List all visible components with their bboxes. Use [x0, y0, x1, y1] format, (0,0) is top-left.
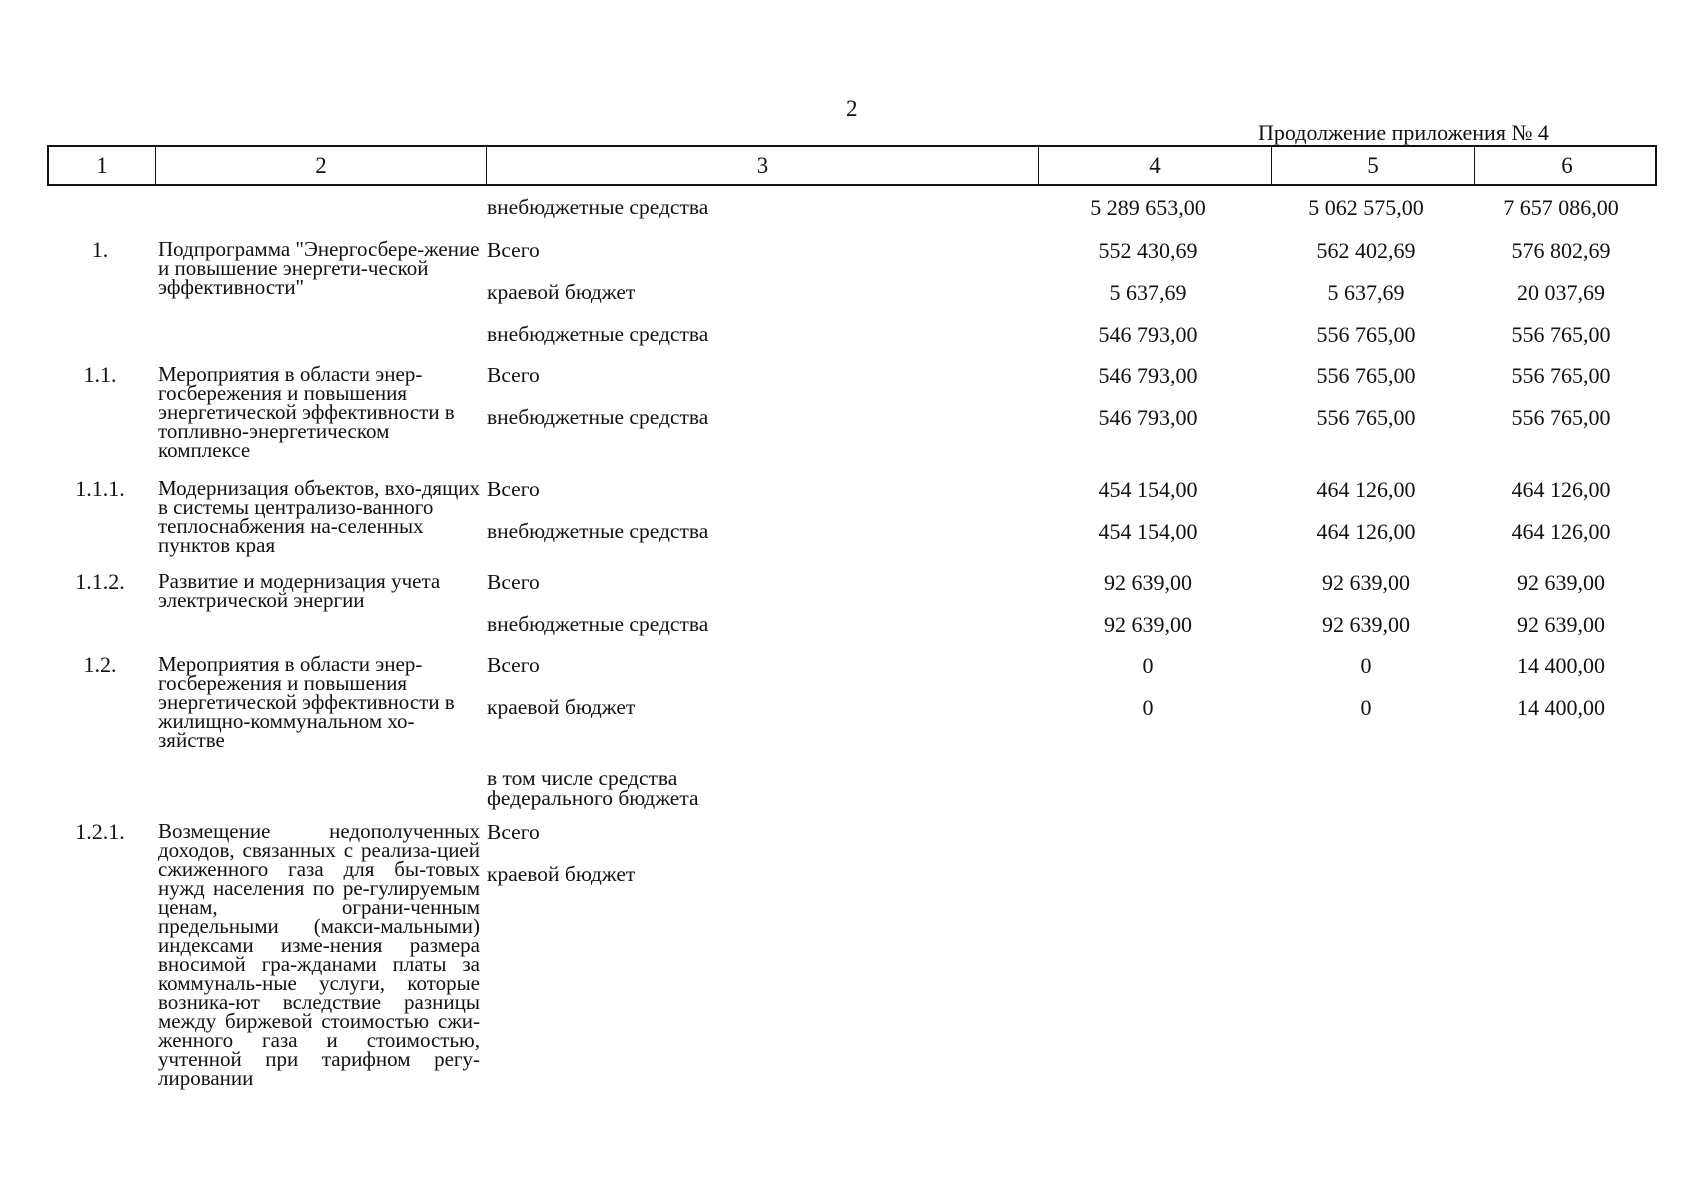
value-col-6: 464 126,00	[1511, 519, 1611, 544]
value-col-5: 464 126,00	[1316, 477, 1416, 502]
value-col-4: 546 793,00	[1098, 322, 1198, 347]
value-col-4: 92 639,00	[1104, 570, 1192, 595]
item-name: Подпрограмма "Энергосбере-жение и повышение энергети-ческой эффективности"	[158, 237, 480, 299]
funding-source: внебюджетные средства	[487, 519, 709, 543]
value-col-6: 7 657 086,00	[1503, 195, 1619, 220]
funding-source: Всего	[487, 570, 540, 594]
header-col-6: 6	[1561, 152, 1573, 178]
funding-source: краевой бюджет	[487, 695, 636, 719]
value-col-6: 92 639,00	[1517, 612, 1605, 637]
item-number: 1.1.	[83, 362, 117, 387]
value-col-6: 556 765,00	[1511, 322, 1611, 347]
funding-source: Всего	[487, 477, 540, 501]
value-col-5: 556 765,00	[1316, 405, 1416, 430]
table-header-row	[47, 145, 1657, 186]
value-col-5: 556 765,00	[1316, 363, 1416, 388]
funding-source: Всего	[487, 653, 540, 677]
funding-source: в том числе средства федерального бюджета	[487, 766, 699, 810]
value-col-6: 556 765,00	[1511, 405, 1611, 430]
value-col-5: 92 639,00	[1322, 612, 1410, 637]
value-col-6: 14 400,00	[1517, 695, 1605, 720]
funding-source: Всего	[487, 363, 540, 387]
item-number: 1.2.1.	[75, 819, 125, 844]
value-col-4: 0	[1142, 695, 1154, 720]
funding-source: краевой бюджет	[487, 862, 636, 886]
value-col-6: 556 765,00	[1511, 363, 1611, 388]
header-col-4: 4	[1039, 147, 1272, 184]
value-col-5: 5 062 575,00	[1308, 195, 1424, 220]
funding-source: краевой бюджет	[487, 280, 636, 304]
item-name: Развитие и модернизация учета электрической энергии	[158, 569, 441, 612]
item-number: 1.2.	[83, 652, 117, 677]
item-number: 1.1.1.	[75, 476, 125, 501]
value-col-5: 5 637,69	[1327, 280, 1405, 305]
value-col-4: 546 793,00	[1098, 363, 1198, 388]
value-col-4: 552 430,69	[1098, 238, 1198, 263]
funding-source: Всего	[487, 820, 540, 844]
value-col-4: 454 154,00	[1098, 477, 1198, 502]
header-col-2: 2	[156, 147, 487, 184]
item-name: Возмещение недополученных доходов, связанных с реализа-цией сжиженного газа для бы-товых нужд населения по ре-гулируемым ценам, ограни-ченным предельными (макси-мальными) индексами изме-нения размера вносимой гра-жданами платы за коммуналь-ные услуги, которые возника-ют вследствие разницы между биржевой стоимостью сжи-женного газа и стоимостью, учтенной при тарифном регу-лировании	[158, 819, 480, 1090]
funding-source: внебюджетные средства	[487, 405, 709, 429]
item-name: Модернизация объектов, вхо-дящих в системы централизо-ванного теплоснабжения на-селенных пунктов края	[158, 476, 480, 557]
item-name: Мероприятия в области энер-госбережения и повышения энергетической эффективности в топливно-энергетическом комплексе	[158, 362, 455, 462]
funding-source: внебюджетные средства	[487, 322, 709, 346]
funding-source: внебюджетные средства	[487, 195, 709, 219]
funding-source: внебюджетные средства	[487, 612, 709, 636]
funding-source: Всего	[487, 238, 540, 262]
value-col-5: 92 639,00	[1322, 570, 1410, 595]
header-col-5: 5	[1272, 147, 1475, 184]
value-col-6: 14 400,00	[1517, 653, 1605, 678]
header-col-1: 1	[49, 147, 156, 184]
value-col-5: 0	[1360, 653, 1372, 678]
item-number: 1.	[91, 237, 109, 262]
value-col-4: 454 154,00	[1098, 519, 1198, 544]
page-number: 2	[846, 96, 858, 121]
value-col-6: 92 639,00	[1517, 570, 1605, 595]
header-col-3: 3	[487, 147, 1039, 184]
value-col-4: 546 793,00	[1098, 405, 1198, 430]
value-col-6: 20 037,69	[1517, 280, 1605, 305]
value-col-4: 5 637,69	[1109, 280, 1187, 305]
value-col-6: 576 802,69	[1511, 238, 1611, 263]
value-col-4: 92 639,00	[1104, 612, 1192, 637]
value-col-5: 562 402,69	[1316, 238, 1416, 263]
item-name: Мероприятия в области энер-госбережения и повышения энергетической эффективности в жилищно-коммунальном хо-зяйстве	[158, 652, 455, 752]
value-col-4: 0	[1142, 653, 1154, 678]
continuation-title: Продолжение приложения № 4	[1258, 120, 1549, 145]
value-col-5: 0	[1360, 695, 1372, 720]
value-col-5: 556 765,00	[1316, 322, 1416, 347]
value-col-6: 464 126,00	[1511, 477, 1611, 502]
value-col-4: 5 289 653,00	[1090, 195, 1206, 220]
item-number: 1.1.2.	[75, 569, 125, 594]
value-col-5: 464 126,00	[1316, 519, 1416, 544]
